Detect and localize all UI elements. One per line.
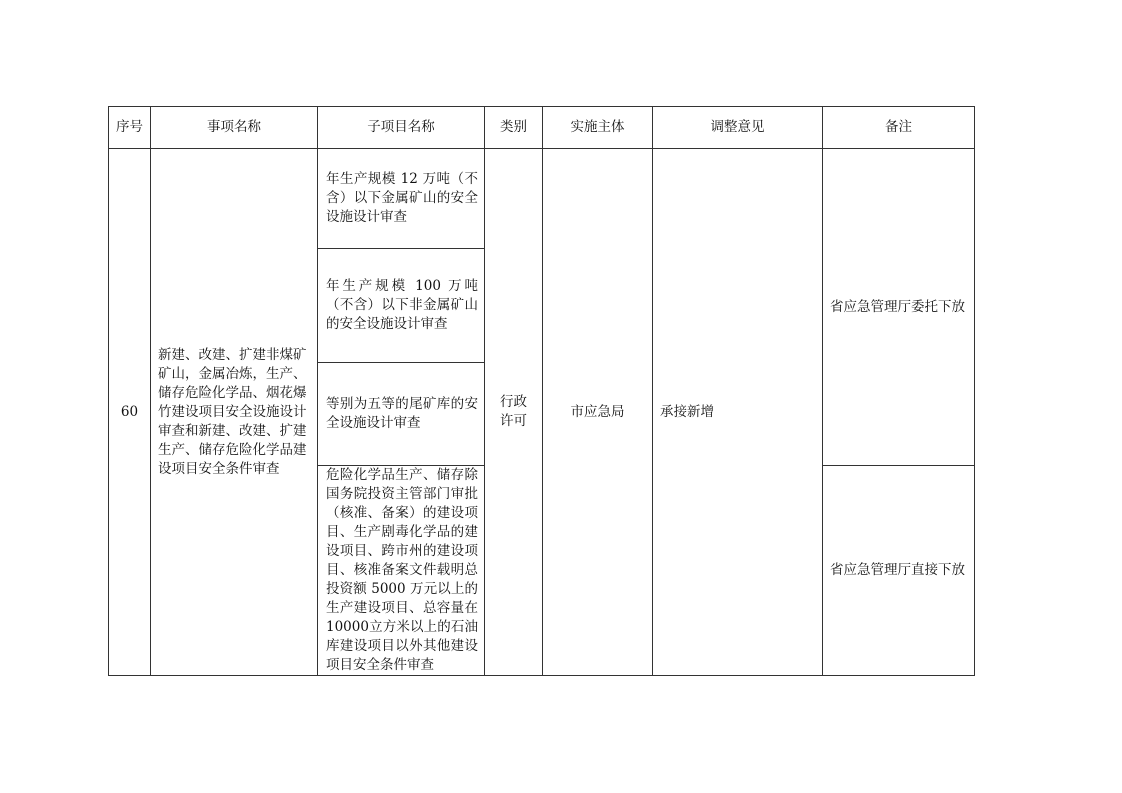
header-adjustment: 调整意见 [653,107,823,149]
cell-sub-item-3: 等别为五等的尾矿库的安全设施设计审查 [318,363,485,466]
header-row [109,107,975,149]
adjustment-table [108,106,975,676]
cell-sub-item-1: 年生产规模 12 万吨（不含）以下金属矿山的安全设施设计审查 [318,149,485,249]
header-item-name: 事项名称 [151,107,318,149]
cell-remark-2: 省应急管理厅直接下放 [823,466,975,676]
header-seq: 序号 [109,107,151,149]
header-category: 类别 [485,107,543,149]
cell-adjustment: 承接新增 [653,149,823,676]
cell-remark-1: 省应急管理厅委托下放 [823,149,975,466]
cell-implementer: 市应急局 [543,149,653,676]
header-remarks: 备注 [823,107,975,149]
table-row [109,149,975,249]
cell-category: 行政许可 [485,149,543,676]
header-implementer: 实施主体 [543,107,653,149]
cell-seq: 60 [109,149,151,676]
cell-item-name: 新建、改建、扩建非煤矿矿山，金属冶炼，生产、储存危险化学品、烟花爆竹建设项目安全设施设计审查和新建、改建、扩建生产、储存危险化学品建设项目安全条件审查 [151,149,318,676]
cell-sub-item-2: 年生产规模 100 万吨（不含）以下非金属矿山的安全设施设计审查 [318,249,485,363]
header-sub-item-name: 子项目名称 [318,107,485,149]
cell-sub-item-4: 危险化学品生产、储存除国务院投资主管部门审批（核准、备案）的建设项目、生产剧毒化学品的建设项目、跨市州的建设项目、核准备案文件载明总投资额 5000 万元以上的生产建设项目、总容量在10000立方米以上的石油库建设项目以外其他建设项目安全条件审查 [318,466,485,676]
